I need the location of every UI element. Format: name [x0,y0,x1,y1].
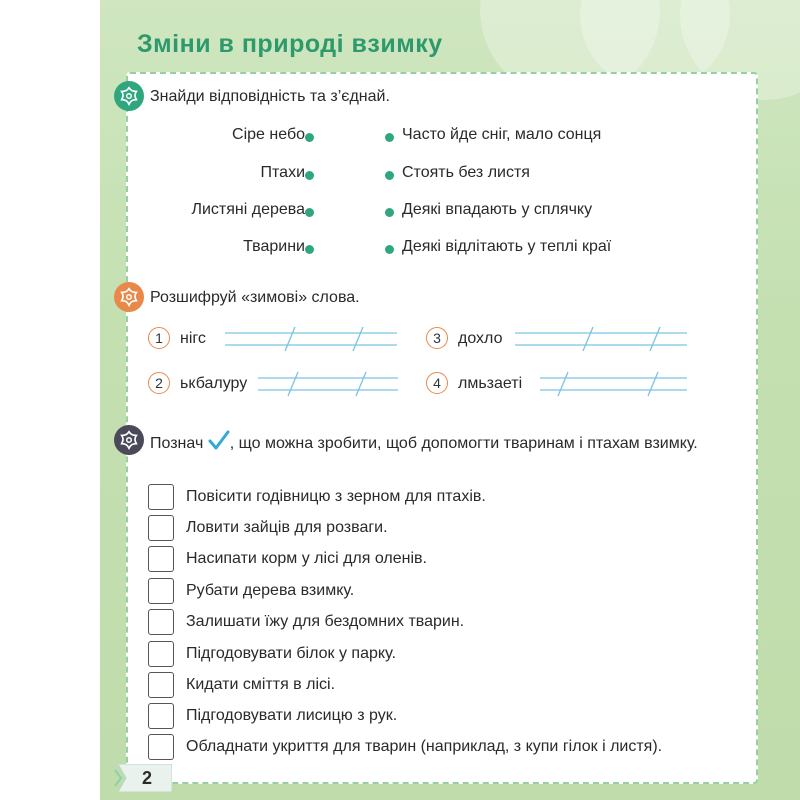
flower-icon [118,85,140,107]
word-number: 4 [426,372,448,394]
answer-lines[interactable] [225,322,400,352]
match-right-item: Часто йде сніг, мало сонця [402,126,602,143]
exercise1-badge [114,81,144,111]
match-right-item: Стоять без листя [402,164,530,181]
checkbox[interactable] [148,546,174,572]
checklist-label: Підгодовувати білок у парку. [186,645,396,662]
word-number: 2 [148,372,170,394]
answer-lines[interactable] [540,367,690,397]
match-left-dot[interactable] [305,208,314,217]
answer-lines[interactable] [515,322,690,352]
checkbox[interactable] [148,609,174,635]
exercise2-instruction: Розшифруй «зимові» слова. [150,289,360,306]
scrambled-word: лмьзаеті [458,375,523,392]
checklist-label: Ловити зайців для розваги. [186,519,388,536]
checklist-label: Повісити годівницю з зерном для птахів. [186,488,486,505]
scrambled-word: ькбалуру [180,375,248,392]
match-row [130,164,650,188]
page-margin [0,0,100,800]
page-title: Зміни в природі взимку [137,30,443,58]
word-number: 1 [148,327,170,349]
flower-icon [118,286,140,308]
match-left-item: Птахи [260,164,305,181]
match-left-dot[interactable] [305,171,314,180]
instruction-text: , що можна зробити, щоб допомогти тваринам і птахам взимку. [229,435,698,452]
exercise1-instruction: Знайди відповідність та з’єднай. [150,88,390,105]
checklist-label: Підгодовувати лисицю з рук. [186,707,398,724]
match-right-dot[interactable] [385,171,394,180]
checkbox[interactable] [148,734,174,760]
match-right-dot[interactable] [385,208,394,217]
match-left-dot[interactable] [305,133,314,142]
checkbox[interactable] [148,484,174,510]
checklist-label: Кидати сміття в лісі. [186,676,336,693]
match-right-item: Деякі відлітають у теплі краї [402,238,612,255]
checkbox[interactable] [148,641,174,667]
match-right-dot[interactable] [385,245,394,254]
checkbox[interactable] [148,578,174,604]
scrambled-word: нігс [180,330,206,347]
checklist-label: Обладнати укриття для тварин (наприклад, з купи гілок і листя). [186,738,663,755]
match-row [130,238,650,262]
answer-lines[interactable] [258,367,403,397]
match-left-item: Тварини [243,238,305,255]
match-left-dot[interactable] [305,245,314,254]
match-right-item: Деякі впадають у сплячку [402,201,593,218]
match-row [130,201,650,225]
checklist-label: Залишати їжу для бездомних тварин. [186,613,465,630]
checkmark-icon [208,430,230,452]
checklist-label: Насипати корм у лісі для оленів. [186,550,427,567]
match-left-item: Сіре небо [232,126,305,143]
checkbox[interactable] [148,672,174,698]
checkbox[interactable] [148,515,174,541]
exercise2-badge [114,282,144,312]
instruction-text: Познач [150,435,204,452]
word-number: 3 [426,327,448,349]
scrambled-word: дохло [458,330,503,347]
flower-icon [118,429,140,451]
match-left-item: Листяні дерева [191,201,305,218]
match-right-dot[interactable] [385,133,394,142]
exercise3-instruction [150,430,710,455]
exercise3-badge [114,425,144,455]
checkbox[interactable] [148,703,174,729]
match-row [130,126,650,150]
page-number: 2 [142,768,153,788]
checklist-label: Рубати дерева взимку. [186,582,355,599]
